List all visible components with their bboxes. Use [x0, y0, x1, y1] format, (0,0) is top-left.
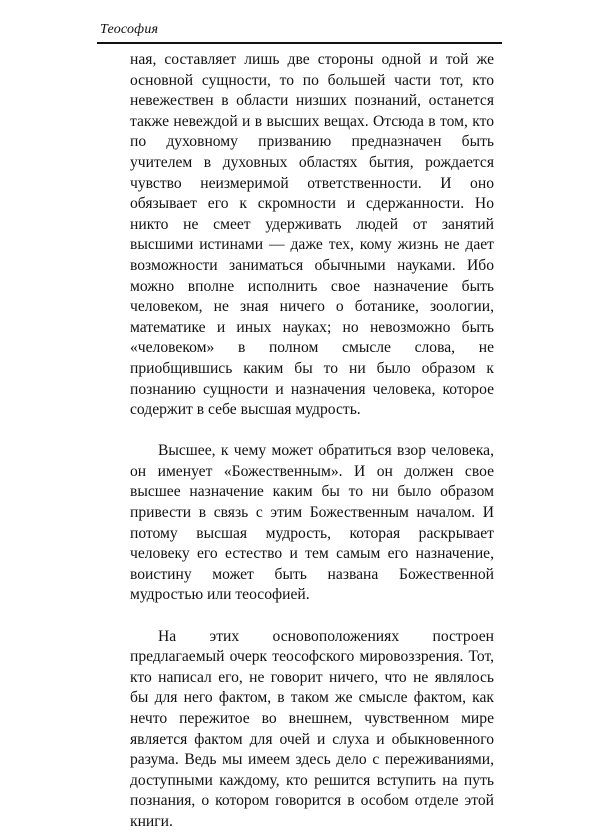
running-head-title: Теософия [100, 22, 159, 37]
paragraph: На этих основоположениях построен предлагаемый очерк теософского мировоззрения. Тот, кто написал его, не говорит ничего, что не являлось бы для него фактом, в таком же смысле фактом, как нечто пережитое во внешнем, чувственном мире является фактом для очей и слуха и обыкновенного разума. Ведь мы имеем здесь дело с переживаниями, доступными каждому, кто решится вступить на путь познания, о котором говорится в особом отделе этой книги. [130, 627, 494, 830]
paragraph: Высшее, к чему может обратиться взор человека, он именует «Божественным». И он должен свое высшее назначение каким бы то ни было образом привести в связь с этим Божественным началом. И потому высшая мудрость, которая раскрывает человеку его естество и тем самым его назначение, воистину может быть названа Божественной мудростью или теософией. [130, 442, 494, 604]
body-text [130, 50, 494, 833]
header-rule [97, 42, 502, 44]
paragraph-continued: ная, составляет лишь две стороны одной и той же основной сущности, то по большей части тот, кто невежествен в области низших познаний, останется также невеждой и в высших вещах. Отсюда в том, кто по духовному призванию предназначен быть учителем в духовных областях бытия, рождается чувство неизмеримой ответственности. И оно обязывает его к скромности и сдержанности. Но никто не смеет удерживать людей от занятий высшими истинами — даже тех, кому жизнь не дает возможности заниматься обычными науками. Ибо можно вполне исполнить свое назначение быть человеком, не зная ничего о ботанике, зоологии, математике и иных науках; но невозможно быть «человеком» в полном смысле слова, не приобщившись каким бы то ни было образом к познанию сущности и назначения человека, которое содержит в себе высшая мудрость. [130, 51, 494, 419]
